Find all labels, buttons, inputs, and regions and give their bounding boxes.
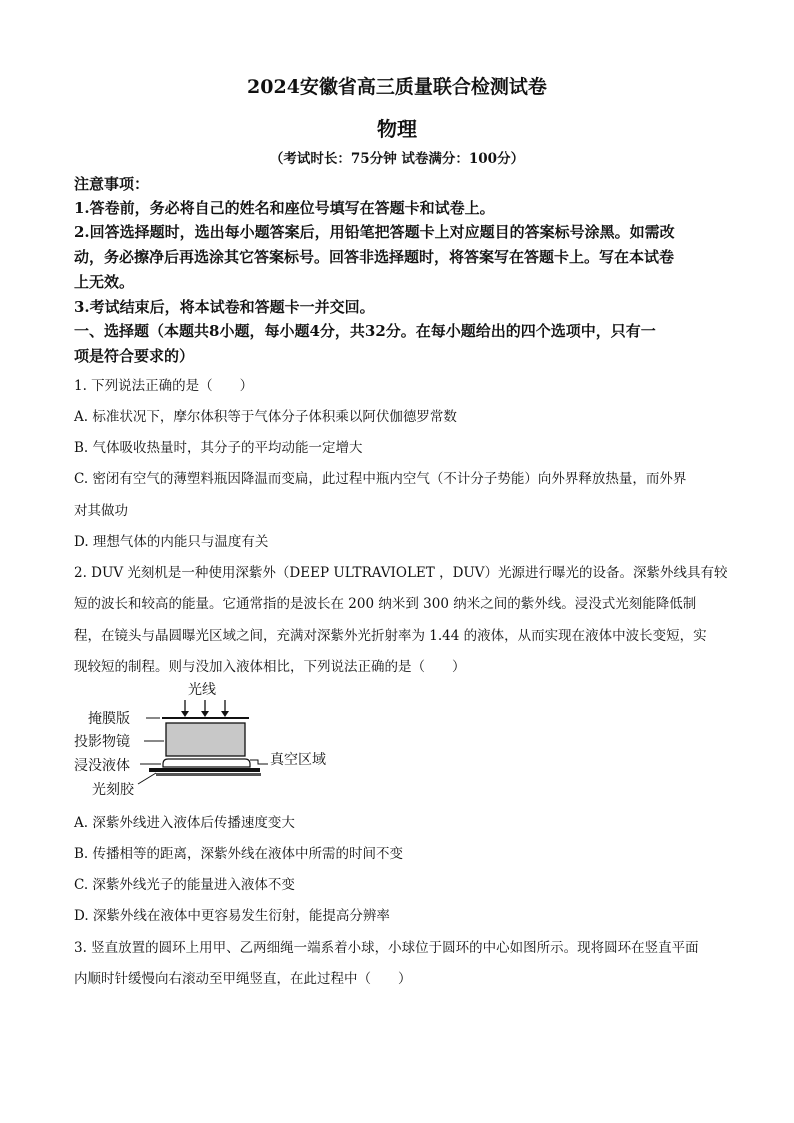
- q1-option-c-line-1: C. 密闭有空气的薄塑料瓶因降温而变扁，此过程中瓶内空气（不计分子势能）向外界释放热量，而外界: [74, 471, 687, 487]
- q3-stem-line-1: 3. 竖直放置的圆环上用甲、乙两细绳一端系着小球，小球位于圆环的中心如图所示。现将圆环在竖直平面: [74, 940, 699, 956]
- section-heading-line-2: 项是符合要求的）: [74, 347, 195, 365]
- q2-stem-line-4: 现较短的制程。则与没加入液体相比，下列说法正确的是（ ）: [74, 659, 466, 675]
- q1-option-d: D. 理想气体的内能只与温度有关: [74, 534, 269, 550]
- note-2-line-3: 上无效。: [74, 273, 135, 291]
- notes-heading: 注意事项：: [74, 175, 150, 193]
- label-lens: 投影物镜: [74, 734, 130, 750]
- projection-lens: [166, 723, 245, 756]
- section-heading-line-1: 一、选择题（本题共8小题，每小题4分，共32分。在每小题给出的四个选项中，只有一: [74, 322, 656, 340]
- q2-option-a: A. 深紫外线进入液体后传播速度变大: [74, 815, 295, 831]
- photoresist-layer: [149, 768, 260, 772]
- q1-option-b: B. 气体吸收热量时，其分子的平均动能一定增大: [74, 440, 363, 456]
- note-2-line-1: 2.回答选择题时，选出每小题答案后，用铅笔把答题卡上对应题目的答案标号涂黑。如需改: [74, 223, 675, 241]
- label-resist: 光刻胶: [92, 782, 134, 798]
- note-2-line-2: 动，务必擦净后再选涂其它答案标号。回答非选择题时，将答案写在答题卡上。写在本试卷: [74, 248, 675, 266]
- q2-option-b: B. 传播相等的距离，深紫外线在液体中所需的时间不变: [74, 846, 404, 862]
- wafer: [156, 773, 261, 776]
- note-1: 1.答卷前，务必将自己的姓名和座位号填写在答题卡和试卷上。: [74, 199, 495, 217]
- q1-option-c-line-2: 对其做功: [74, 503, 128, 519]
- label-vacuum: 真空区域: [270, 752, 326, 768]
- lithography-diagram: [74, 680, 344, 800]
- q2-stem-line-3: 程，在镜头与晶圆曝光区域之间，充满对深紫外光折射率为 1.44 的液体，从而实现在液体中波长变短，实: [74, 628, 707, 644]
- label-liquid: 浸没液体: [74, 758, 130, 774]
- note-3: 3.考试结束后，将本试卷和答题卡一并交回。: [74, 298, 375, 316]
- immersion-liquid: [163, 759, 250, 767]
- label-light: 光线: [188, 682, 216, 698]
- q2-option-c: C. 深紫外线光子的能量进入液体不变: [74, 877, 295, 893]
- q2-option-d: D. 深紫外线在液体中更容易发生衍射，能提高分辨率: [74, 908, 390, 924]
- q2-stem-line-1: 2. DUV 光刻机是一种使用深紫外（DEEP ULTRAVIOLET ，DUV）光源进行曝光的设备。深紫外线具有较: [74, 565, 728, 581]
- label-mask: 掩膜版: [88, 711, 130, 727]
- q1-stem: 1. 下列说法正确的是（ ）: [74, 378, 254, 394]
- exam-info: （考试时长：75分钟 试卷满分：100分）: [269, 151, 525, 167]
- q3-stem-line-2: 内顺时针缓慢向右滚动至甲绳竖直，在此过程中（ ）: [74, 971, 412, 987]
- q2-stem-line-2: 短的波长和较高的能量。它通常指的是波长在 200 纳米到 300 纳米之间的紫外线。浸没式光刻能降低制: [74, 596, 697, 612]
- exam-title: 2024安徽省高三质量联合检测试卷: [247, 76, 547, 98]
- subject-title: 物理: [377, 117, 417, 141]
- q1-option-a: A. 标准状况下，摩尔体积等于气体分子体积乘以阿伏伽德罗常数: [74, 409, 457, 425]
